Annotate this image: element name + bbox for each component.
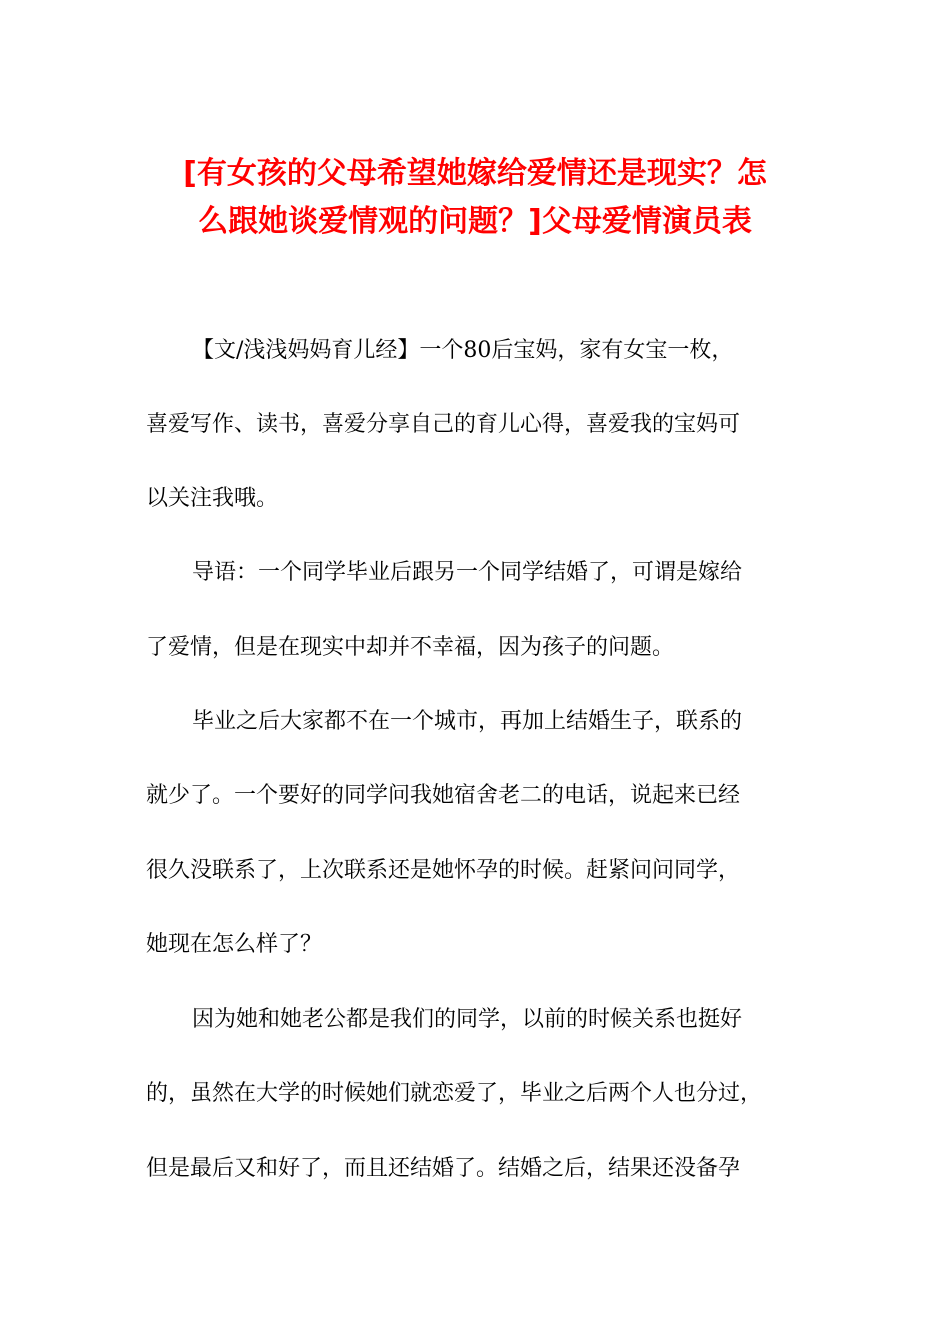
paragraph-4-line-2: 的，虽然在大学的时候她们就恋爱了，毕业之后两个人也分过，: [146, 1081, 763, 1106]
paragraph-3-line-2: 就少了。一个要好的同学问我她宿舍老二的电话，说起来已经: [146, 783, 741, 808]
document-title-line-2: 么跟她谈爱情观的问题？]父母爱情演员表: [198, 204, 752, 239]
paragraph-2-line-2: 了爱情，但是在现实中却并不幸福，因为孩子的问题。: [146, 635, 675, 660]
paragraph-1-line-2: 喜爱写作、读书，喜爱分享自己的育儿心得，喜爱我的宝妈可: [146, 412, 741, 437]
paragraph-4-line-1: 因为她和她老公都是我们的同学，以前的时候关系也挺好: [192, 1007, 743, 1032]
paragraph-2-line-1: 导语：一个同学毕业后跟另一个同学结婚了，可谓是嫁给: [192, 560, 743, 585]
paragraph-3-line-4: 她现在怎么样了？: [146, 932, 323, 957]
paragraph-1-line-1: 【文/浅浅妈妈育儿经】一个80后宝妈，家有女宝一枚，: [192, 338, 734, 363]
paragraph-4-line-3: 但是最后又和好了，而且还结婚了。结婚之后，结果还没备孕: [146, 1156, 741, 1181]
paragraph-3-line-3: 很久没联系了，上次联系还是她怀孕的时候。赶紧问问同学，: [146, 858, 741, 883]
paragraph-1-line-3: 以关注我哦。: [146, 486, 279, 511]
paragraph-3-line-1: 毕业之后大家都不在一个城市，再加上结婚生子，联系的: [192, 709, 743, 734]
document-title-line-1: [有女孩的父母希望她嫁给爱情还是现实？怎: [183, 156, 767, 191]
